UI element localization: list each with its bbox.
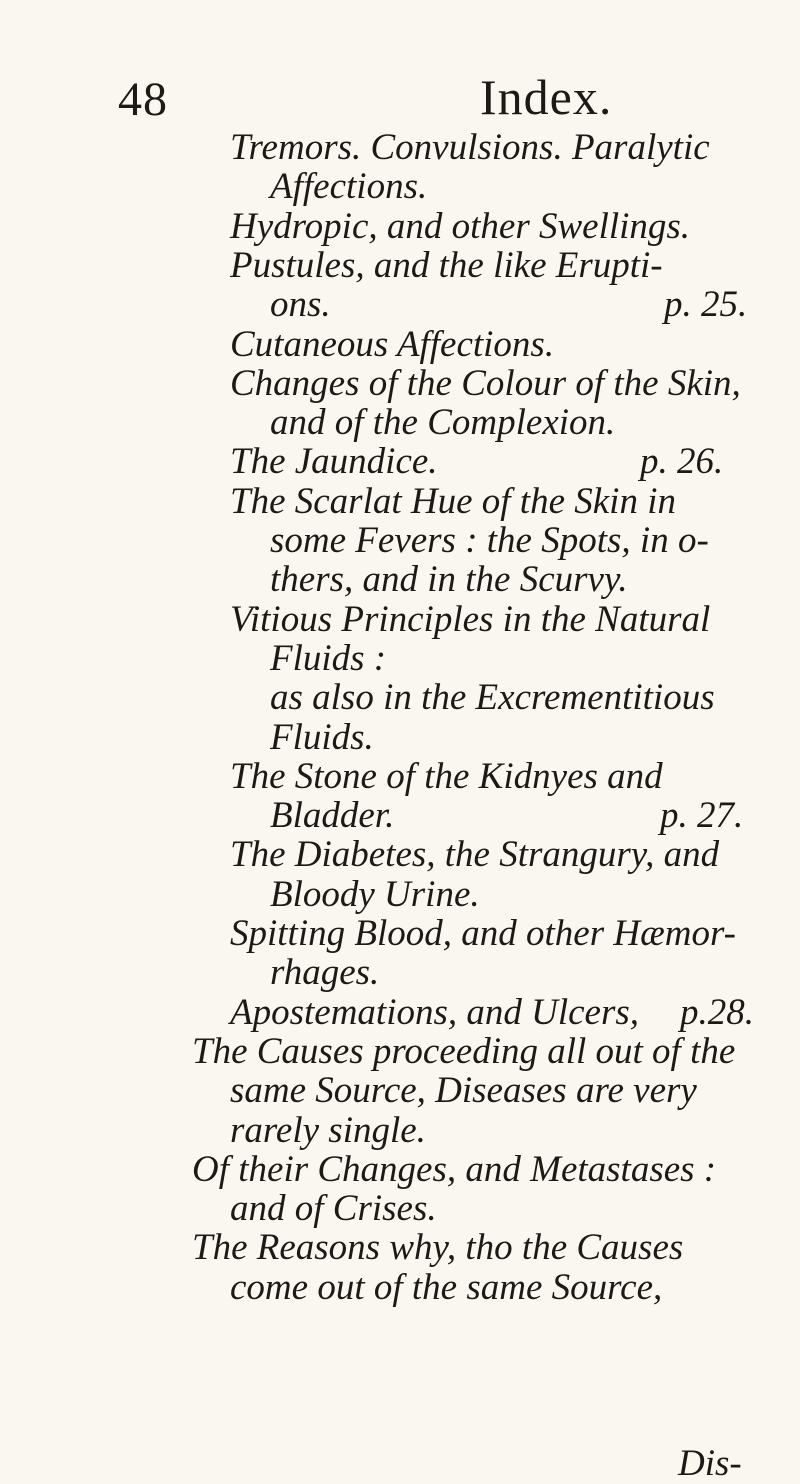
entry-text: Bladder. [270,795,395,837]
index-line [0,718,800,758]
entry-text: The Diabetes, the Strangury, and [230,834,720,876]
index-line [0,325,800,365]
entry-text: and of Crises. [230,1188,437,1230]
index-line [0,757,800,797]
entry-text: Fluids : [270,637,387,679]
index-line [0,1268,800,1308]
index-line [0,482,800,522]
index-line [0,285,800,325]
index-line [0,246,800,286]
index-line [0,796,800,836]
entry-text: Vitious Principles in the Natural [230,598,711,640]
catchword: Dis- [678,1443,742,1484]
index-line [0,1032,800,1072]
entry-text: Pustules, and the like Erupti- [230,244,663,286]
page-number: 48 [118,73,168,126]
entry-text: Affections. [270,166,428,208]
entry-text: The Scarlat Hue of the Skin in [230,480,676,522]
index-line [0,1111,800,1151]
index-line [0,639,800,679]
entry-text: thers, and in the Scurvy. [270,559,628,601]
index-line [0,914,800,954]
entry-text: come out of the same Source, [230,1266,663,1308]
entry-text: some Fevers : the Spots, in o- [270,520,709,561]
index-line [0,364,800,404]
index-line [0,953,800,993]
entry-text: ons. [270,284,331,326]
entry-text: Hydropic, and other Swellings. [230,205,691,247]
entry-text: same Source, Diseases are very [230,1070,697,1112]
entry-text: Fluids. [270,716,374,758]
entry-text: The Reasons why, tho the Causes [192,1227,684,1269]
entry-text: Changes of the Colour of the Skin, [230,362,741,404]
entry-text: rarely single. [230,1109,426,1151]
entry-text: Bloody Urine. [270,873,480,915]
entry-text: and of the Complexion. [270,402,616,444]
index-line [0,128,800,168]
entry-text: rhages. [270,952,380,994]
page-reference: p. 26. [640,441,724,483]
index-line [0,207,800,247]
entry-text: as also in the Excrementitious [270,677,715,719]
entry-text: Cutaneous Affections. [230,323,555,365]
index-line [0,1071,800,1111]
index-line [0,1150,800,1190]
index-line [0,993,800,1033]
entry-text: Of their Changes, and Metastases : [192,1148,717,1190]
index-line [0,442,800,482]
index-line [0,403,800,443]
page-reference: p. 27. [660,795,744,837]
running-head: Index. [480,69,613,125]
index-line [0,600,800,640]
index-line [0,560,800,600]
entry-text: Apostemations, and Ulcers, [230,991,640,1033]
entry-text: The Causes proceeding all out of the [192,1030,736,1072]
page-reference: p. 25. [664,284,748,326]
index-line [0,835,800,875]
index-line [0,1189,800,1229]
entry-text: The Stone of the Kidnyes and [230,755,663,797]
index-line [0,521,800,561]
page-reference: p.28. [680,991,754,1033]
index-line [0,1228,800,1268]
index-line [0,678,800,718]
entry-text: Spitting Blood, and other Hæmor- [230,913,736,954]
index-line [0,167,800,207]
index-line [0,875,800,915]
entry-text: The Jaundice. [230,441,438,483]
entry-text: Tremors. Convulsions. Paralytic [230,127,710,168]
